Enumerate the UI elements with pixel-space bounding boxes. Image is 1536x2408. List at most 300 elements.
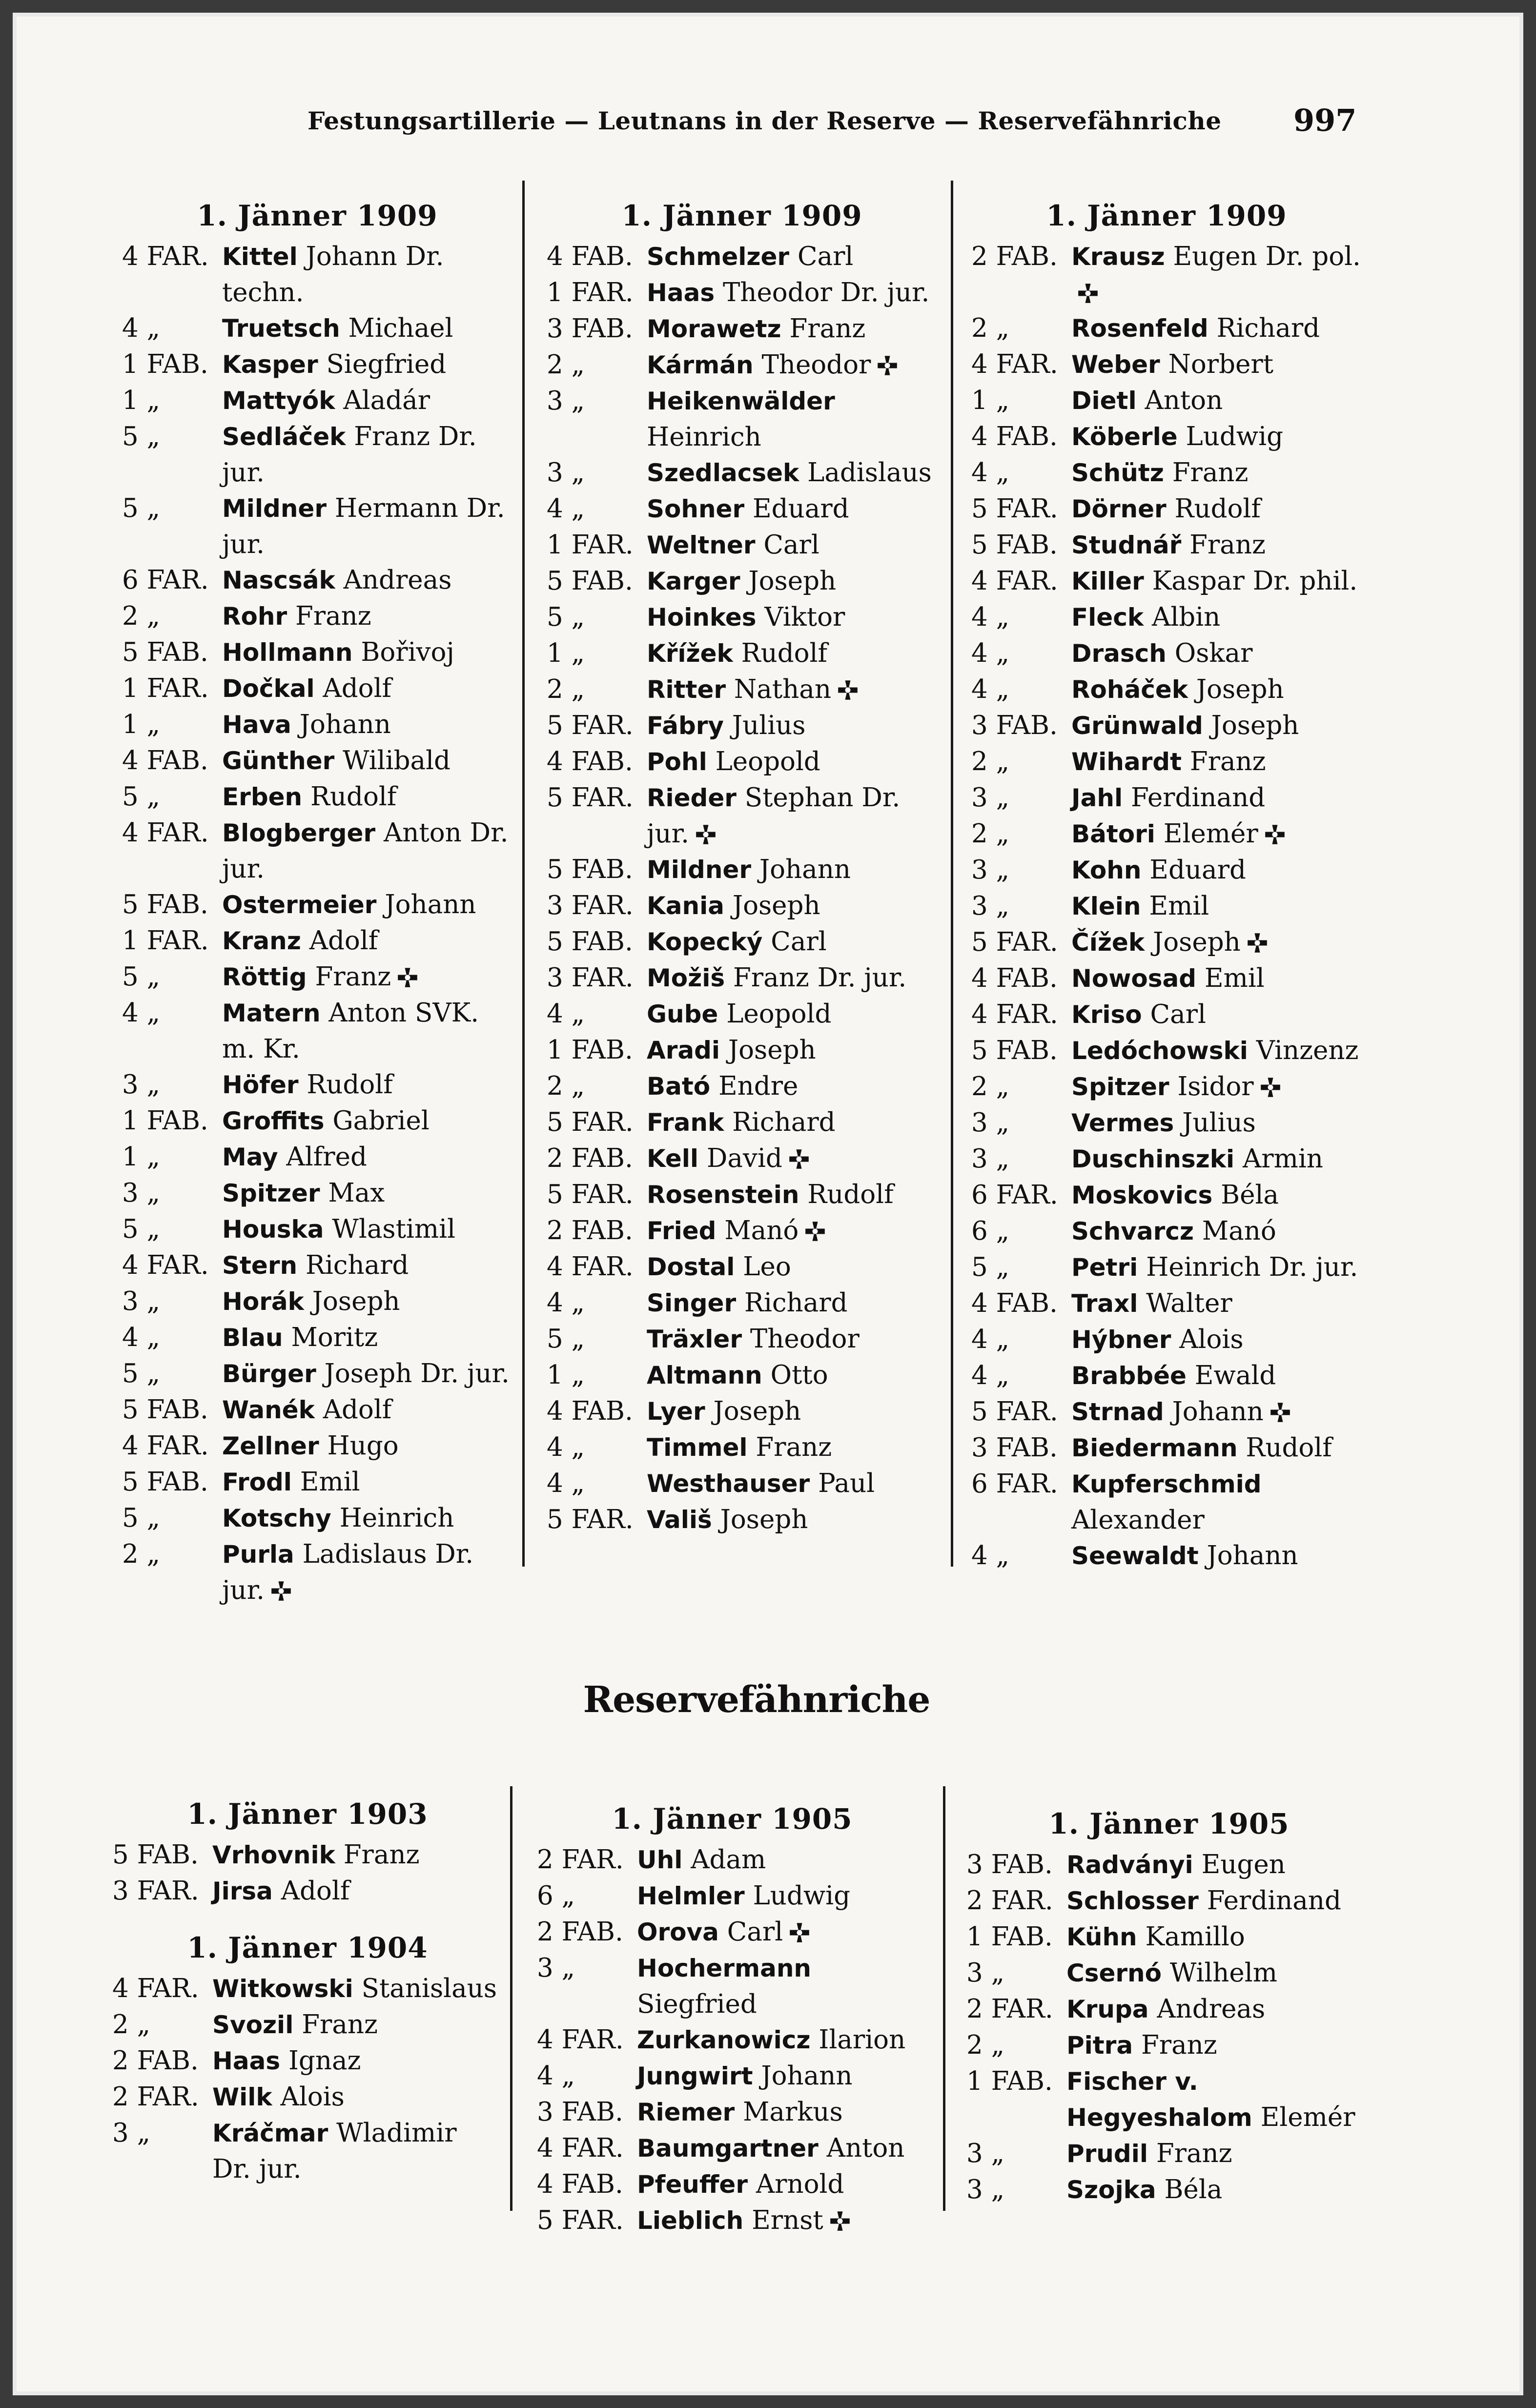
unit-label: 5 FAR. [971, 1397, 1058, 1427]
unit-label: 4 „ [547, 1288, 585, 1318]
list-item [122, 1392, 512, 1428]
surname: Witkowski [212, 1975, 353, 2003]
list-item [971, 780, 1362, 816]
unit-label: 4 FAR. [122, 1250, 209, 1280]
person-name [222, 1428, 512, 1464]
list-item [537, 2130, 927, 2166]
surname: Haas [647, 279, 715, 307]
given-name: Johann [1207, 1541, 1298, 1571]
unit-label: 6 FAR. [122, 565, 209, 595]
surname: Bürger [222, 1360, 316, 1388]
list-item [112, 1873, 503, 1909]
list-item [122, 995, 512, 1067]
list-item [122, 562, 512, 598]
given-name: Ludwig [1186, 422, 1284, 451]
list-item [547, 1141, 937, 1177]
unit-label: 3 „ [122, 1070, 161, 1100]
person-name [647, 852, 937, 888]
surname: Karger [647, 567, 740, 595]
list-item [971, 852, 1362, 888]
given-name: Franz [1189, 530, 1266, 560]
unit-label: 5 „ [122, 422, 161, 451]
surname: Fischer v. Hegyeshalom [1066, 2067, 1252, 2132]
given-name: Joseph [713, 1396, 801, 1426]
given-name: Ewald [1194, 1361, 1276, 1390]
unit-label: 4 „ [971, 674, 1010, 704]
unit-label: 1 FAB. [547, 1035, 633, 1065]
surname: Günther [222, 747, 335, 775]
bottom-column-2 [537, 1801, 927, 2239]
list-item [547, 599, 937, 635]
list-item [547, 1466, 937, 1502]
person-name [647, 888, 937, 924]
list-item [547, 275, 937, 311]
unit-label: 3 „ [971, 891, 1010, 921]
list-item [971, 599, 1362, 635]
unit-label: 1 FAR. [122, 926, 209, 956]
list-item [547, 239, 937, 275]
unit-label: 3 „ [971, 855, 1010, 885]
person-name [1071, 1394, 1362, 1430]
unit-label: 4 „ [122, 313, 161, 343]
given-name: Ludwig [753, 1881, 851, 1911]
person-name [1071, 1322, 1362, 1358]
unit-label: 4 „ [547, 1469, 585, 1498]
given-name: Eduard [1149, 855, 1246, 885]
person-name [637, 2130, 927, 2166]
list-item [112, 2079, 503, 2115]
person-name [1066, 1883, 1372, 1919]
surname: Strnad [1071, 1398, 1164, 1426]
unit-label: 2 „ [971, 1072, 1010, 1102]
surname: Hoinkes [647, 603, 757, 632]
list-item [112, 1837, 503, 1873]
given-name: Leo [743, 1252, 791, 1282]
surname: Rosenfeld [1071, 314, 1208, 343]
unit-label: 4 „ [971, 1361, 1010, 1390]
given-name: Hermann Dr. jur. [222, 493, 505, 559]
given-name: Anton SVK. m. Kr. [222, 998, 479, 1064]
unit-label: 4 „ [971, 1541, 1010, 1571]
list-item [971, 888, 1362, 924]
surname: Kell [647, 1144, 699, 1173]
unit-label: 2 FAB. [112, 2046, 199, 2076]
given-name: Emil [300, 1467, 360, 1497]
surname: Truetsch [222, 314, 340, 343]
unit-label: 3 „ [966, 1958, 1005, 1988]
column-divider [943, 1786, 945, 2211]
unit-label: 2 FAB. [537, 1917, 623, 1947]
person-name [647, 708, 937, 744]
surname: Hollmann [222, 638, 353, 667]
given-name: Kaspar Dr. phil. [1152, 566, 1358, 596]
person-name [637, 1842, 927, 1878]
surname: Radványi [1066, 1851, 1193, 1879]
unit-label: 2 „ [122, 601, 161, 631]
cross-icon [1270, 1402, 1291, 1423]
given-name: Johann [759, 855, 851, 884]
given-name: Rudolf [741, 638, 828, 668]
surname: Prudil [1066, 2140, 1148, 2168]
person-name [1071, 997, 1362, 1033]
unit-label: 5 FAB. [547, 566, 633, 596]
person-name [212, 1971, 503, 2007]
cross-icon [695, 824, 717, 845]
surname: Heikenwälder [647, 387, 835, 415]
person-name [222, 1139, 512, 1175]
list-item [547, 1393, 937, 1429]
surname: Singer [647, 1289, 737, 1317]
list-item [971, 1430, 1362, 1466]
unit-label: 5 „ [122, 1503, 161, 1533]
list-item [547, 311, 937, 347]
surname: Mildner [647, 856, 751, 884]
given-name: Vinzenz [1256, 1036, 1359, 1065]
unit-label: 3 FAR. [112, 1876, 199, 1906]
unit-label: 3 FAB. [547, 314, 633, 344]
unit-label: 1 FAR. [547, 530, 634, 560]
unit-label: 4 „ [971, 602, 1010, 632]
surname: Kranz [222, 927, 301, 955]
list-item [971, 1538, 1362, 1574]
person-name [1071, 924, 1362, 960]
column-date-heading: 1. Jänner 1904 [187, 1931, 428, 1964]
surname: Haas [212, 2047, 281, 2075]
unit-label: 2 FAR. [966, 1886, 1053, 1916]
list-item [122, 1320, 512, 1356]
given-name: Joseph [1196, 674, 1284, 704]
unit-label: 5 FAR. [971, 494, 1058, 524]
unit-label: 4 FAR. [537, 2025, 624, 2055]
page-number: 997 [1293, 102, 1357, 138]
list-item [537, 1914, 927, 1950]
person-name [647, 1429, 937, 1466]
person-name [222, 419, 512, 490]
list-item [547, 1032, 937, 1068]
list-item [971, 455, 1362, 491]
given-name: Franz Dr. jur. [733, 963, 907, 993]
person-name [1071, 1358, 1362, 1394]
person-name [647, 1177, 937, 1213]
list-item [971, 816, 1362, 852]
given-name: Heinrich Dr. jur. [1146, 1252, 1358, 1282]
given-name: Stephan Dr. jur. [647, 783, 901, 849]
unit-label: 3 „ [966, 2139, 1005, 2168]
given-name: Franz [1141, 2030, 1217, 2060]
unit-label: 2 FAR. [112, 2082, 199, 2112]
person-name [647, 1032, 937, 1068]
unit-label: 2 FAR. [537, 1845, 624, 1875]
surname: Purla [222, 1540, 294, 1569]
given-name: Wilibald [343, 746, 451, 775]
unit-label: 1 FAR. [122, 673, 209, 703]
unit-label: 5 FAR. [971, 927, 1058, 957]
list-item [966, 2172, 1372, 2208]
person-name [222, 598, 512, 634]
list-item [122, 1103, 512, 1139]
surname: Kriso [1071, 1000, 1142, 1029]
given-name: Ladislaus [807, 458, 932, 488]
surname: Lyer [647, 1397, 705, 1426]
bottom-column-1 [112, 1796, 503, 2187]
given-name: Joseph [748, 566, 837, 596]
list-item [122, 239, 512, 310]
given-name: Adolf [281, 1876, 350, 1906]
person-name [1071, 383, 1362, 419]
list-item [971, 1069, 1362, 1105]
given-name: Joseph [728, 1035, 816, 1065]
list-item [112, 2007, 503, 2043]
surname: Schmelzer [647, 243, 790, 271]
list-item [122, 1211, 512, 1247]
person-name [647, 1321, 937, 1357]
surname: Houska [222, 1215, 324, 1244]
person-name [1066, 2136, 1372, 2172]
list-item [547, 1357, 937, 1393]
unit-label: 4 „ [122, 998, 161, 1028]
unit-label: 4 „ [547, 1432, 585, 1462]
surname: Roháček [1071, 675, 1188, 704]
cross-icon [1264, 824, 1286, 845]
person-name [1071, 635, 1362, 672]
unit-label: 5 „ [122, 493, 161, 523]
surname: Petri [1071, 1253, 1138, 1282]
unit-label: 5 FAB. [971, 530, 1058, 560]
surname: Ostermeier [222, 891, 377, 919]
person-name [222, 310, 512, 347]
person-name [222, 743, 512, 779]
person-name [1071, 563, 1362, 599]
unit-label: 3 „ [966, 2175, 1005, 2204]
given-name: Emil [1149, 891, 1209, 921]
surname: Kania [647, 892, 724, 920]
surname: Klein [1071, 892, 1141, 920]
person-name [1066, 1991, 1372, 2027]
person-name [222, 671, 512, 707]
unit-label: 5 FAR. [547, 783, 634, 813]
given-name: Siegfried [326, 349, 447, 379]
unit-label: 5 FAB. [122, 1467, 208, 1497]
person-name [222, 347, 512, 383]
surname: Weber [1071, 350, 1160, 379]
unit-label: 1 „ [122, 386, 161, 415]
surname: Kotschy [222, 1504, 331, 1532]
person-name [222, 995, 512, 1067]
person-name [1071, 1141, 1362, 1177]
given-name: Michael [348, 313, 453, 343]
list-item [971, 708, 1362, 744]
given-name: Julius [1182, 1108, 1256, 1138]
list-item [971, 310, 1362, 347]
person-name [647, 635, 937, 672]
list-item [971, 1141, 1362, 1177]
unit-label: 2 FAB. [971, 242, 1058, 271]
person-name [647, 1393, 937, 1429]
surname: Rosenstein [647, 1181, 799, 1209]
given-name: Adam [691, 1845, 766, 1875]
person-name [1071, 527, 1362, 563]
surname: Dörner [1071, 495, 1167, 523]
running-header: Festungsartillerie — Leutnans in der Reserve — Reservefähnriche [307, 106, 1222, 135]
person-name [647, 996, 937, 1032]
unit-label: 5 „ [122, 1214, 161, 1244]
column-1 [122, 198, 512, 1608]
given-name: Adolf [323, 1395, 392, 1425]
unit-label: 5 „ [547, 602, 585, 632]
surname: Baumgartner [637, 2134, 819, 2163]
cross-icon [789, 1922, 810, 1943]
person-name [647, 563, 937, 599]
list-item [122, 743, 512, 779]
given-name: Kamillo [1145, 1922, 1245, 1952]
person-name [647, 1068, 937, 1104]
list-item [971, 744, 1362, 780]
person-name [212, 1873, 503, 1909]
given-name: Franz Dr. jur. [222, 422, 477, 488]
surname: Killer [1071, 567, 1144, 595]
person-name [1071, 816, 1362, 852]
person-name [1071, 310, 1362, 347]
given-name: Armin [1242, 1144, 1323, 1174]
surname: Röttig [222, 963, 307, 991]
unit-label: 5 FAB. [971, 1036, 1058, 1065]
given-name: Rudolf [307, 1070, 393, 1100]
surname: May [222, 1143, 278, 1171]
given-name: Johann [385, 890, 476, 919]
unit-label: 6 FAR. [971, 1469, 1058, 1499]
person-name [647, 1249, 937, 1285]
unit-label: 4 FAB. [547, 747, 633, 776]
person-name [222, 1284, 512, 1320]
unit-label: 4 „ [537, 2061, 575, 2091]
person-name [1071, 1177, 1362, 1213]
list-item [547, 455, 937, 491]
given-name: Carl [763, 530, 819, 560]
cross-icon [829, 2210, 851, 2232]
column-divider [510, 1786, 512, 2211]
given-name: Oskar [1174, 638, 1253, 668]
person-name [222, 1464, 512, 1500]
surname: Wilk [212, 2083, 272, 2111]
unit-label: 4 FAR. [547, 1252, 634, 1282]
surname: Duschinszki [1071, 1145, 1235, 1173]
list-item [547, 672, 937, 708]
given-name: Joseph [732, 891, 820, 920]
cross-icon [1077, 283, 1099, 304]
unit-label: 1 „ [122, 1142, 161, 1172]
person-name [1071, 1213, 1362, 1249]
surname: Szojka [1066, 2176, 1156, 2204]
unit-label: 4 FAR. [122, 818, 209, 848]
surname: Dietl [1071, 387, 1137, 415]
unit-label: 4 FAB. [547, 242, 633, 271]
column-divider [951, 181, 953, 1567]
given-name: Eugen Dr. pol. [1173, 242, 1361, 271]
given-name: Ilarion [819, 2025, 906, 2055]
list-item [122, 923, 512, 959]
unit-label: 5 FAB. [122, 1395, 208, 1425]
person-name [212, 2079, 503, 2115]
person-name [1071, 744, 1362, 780]
list-item [547, 527, 937, 563]
person-name [1071, 419, 1362, 455]
person-name [222, 490, 512, 562]
unit-label: 4 FAR. [537, 2133, 624, 2163]
unit-label: 4 FAB. [122, 746, 208, 775]
list-item [547, 1177, 937, 1213]
unit-label: 5 „ [122, 962, 161, 992]
given-name: Richard [305, 1250, 409, 1280]
person-name [647, 1141, 937, 1177]
given-name: Rudolf [1246, 1433, 1332, 1463]
surname: Pfeuffer [637, 2170, 748, 2199]
list-item [971, 635, 1362, 672]
person-name [637, 2058, 927, 2094]
list-item [122, 1536, 512, 1608]
given-name: Carl [1150, 1000, 1206, 1029]
surname: Vermes [1071, 1109, 1174, 1137]
list-item [971, 1358, 1362, 1394]
person-name [1071, 1249, 1362, 1286]
column-3 [971, 198, 1362, 1574]
given-name: Wlastimil [332, 1214, 456, 1244]
list-item [122, 815, 512, 887]
list-item [537, 1950, 927, 2022]
unit-label: 4 FAB. [537, 2169, 623, 2199]
given-name: Siegfried [637, 1989, 757, 2019]
person-name [1071, 491, 1362, 527]
cross-icon [837, 679, 859, 701]
given-name: Carl [727, 1917, 783, 1947]
surname: Jirsa [212, 1877, 273, 1905]
unit-label: 1 „ [547, 638, 585, 668]
unit-label: 5 FAR. [547, 1107, 634, 1137]
surname: Orova [637, 1918, 719, 1946]
list-item [971, 997, 1362, 1033]
list-item [971, 1213, 1362, 1249]
given-name: Alfred [286, 1142, 367, 1172]
given-name: Anton Dr. jur. [222, 818, 509, 884]
given-name: Elemér [1163, 819, 1258, 849]
person-name [637, 2022, 927, 2058]
person-name [647, 1502, 937, 1538]
list-item [966, 1847, 1372, 1883]
list-item [122, 887, 512, 923]
person-name [222, 1175, 512, 1211]
person-name [637, 2094, 927, 2130]
list-item [547, 1321, 937, 1357]
unit-label: 5 „ [971, 1252, 1010, 1282]
unit-label: 4 FAB. [971, 1288, 1058, 1318]
list-item [112, 2043, 503, 2079]
list-item [122, 1428, 512, 1464]
surname: Moskovics [1071, 1181, 1213, 1209]
given-name: Ernst [752, 2205, 823, 2235]
unit-label: 2 „ [122, 1539, 161, 1569]
person-name [647, 1357, 937, 1393]
surname: Helmler [637, 1882, 745, 1910]
surname: Kühn [1066, 1923, 1137, 1951]
person-name [212, 2043, 503, 2079]
person-name [1066, 1919, 1372, 1955]
unit-label: 2 „ [966, 2030, 1005, 2060]
person-name [222, 1247, 512, 1284]
person-name [1066, 2172, 1372, 2208]
list-item [547, 1429, 937, 1466]
list-item [547, 708, 937, 744]
surname: Blogberger [222, 819, 376, 847]
surname: Krupa [1066, 1995, 1149, 2023]
